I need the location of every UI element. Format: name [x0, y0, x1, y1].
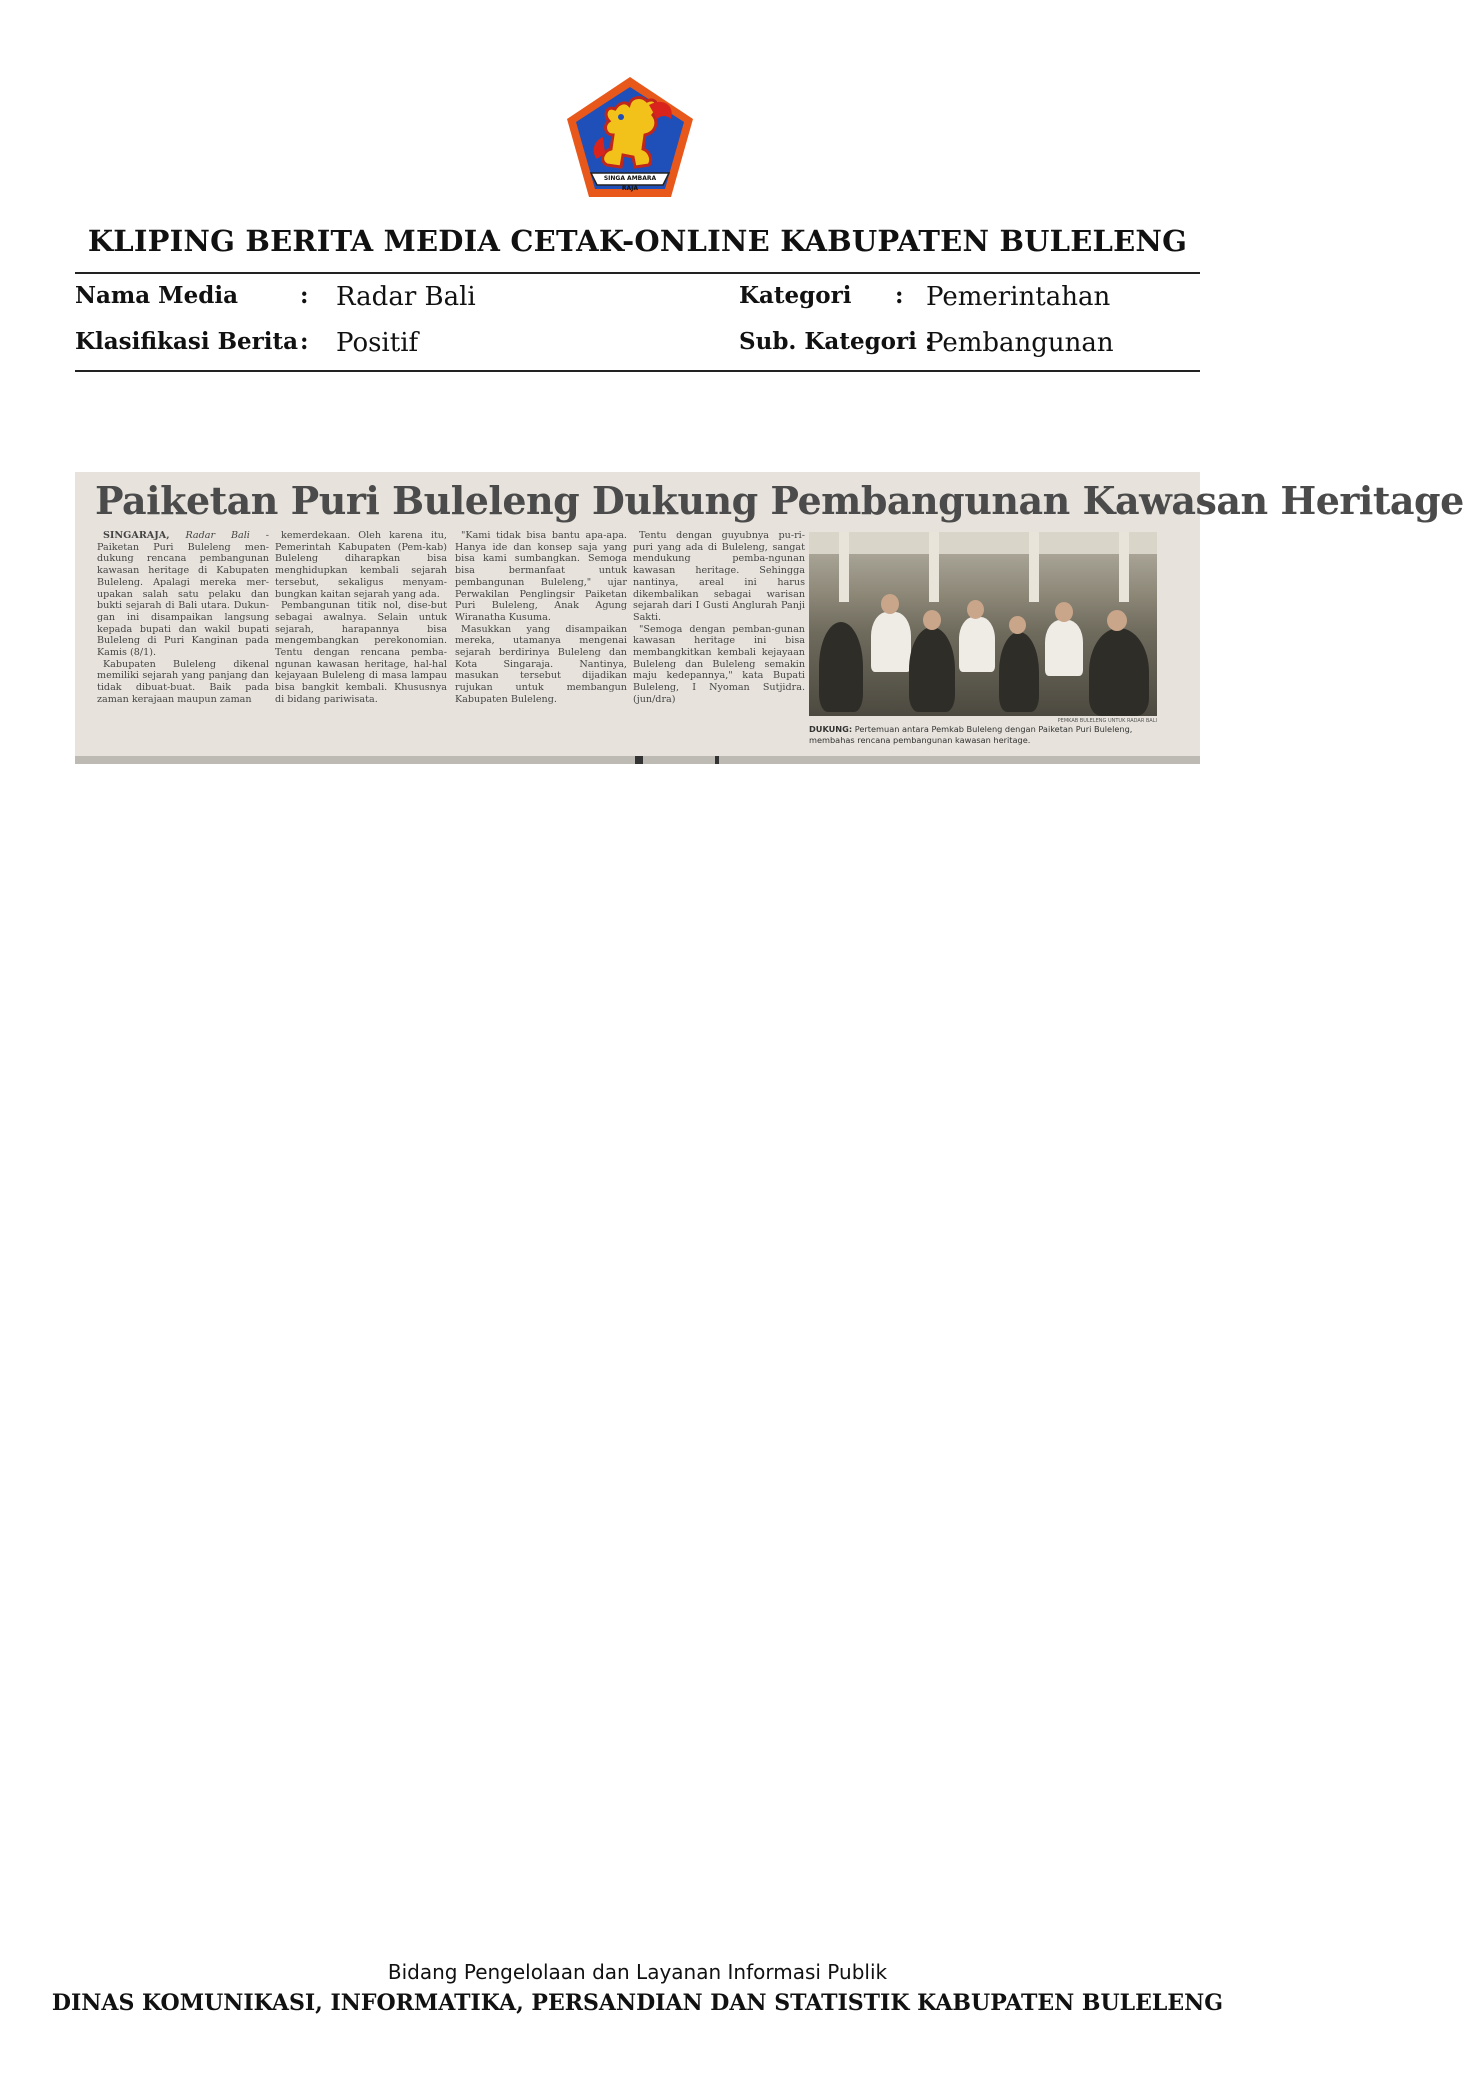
document-title: KLIPING BERITA MEDIA CETAK-ONLINE KABUPATEN BULELENG — [87, 224, 1188, 258]
category-value: Pemerintahan — [926, 282, 1111, 312]
caption-lead: DUKUNG: — [809, 724, 853, 734]
column-2-paragraph-1: kemerdekaan. Oleh karena itu, Pemerintah Kabupaten (Pem-kab) Buleleng diharapkan bisa menghidupkan kembali sejarah tersebut, sekaligus menyam-bungkan kaitan sejarah yang ada. — [275, 530, 447, 600]
media-value: Radar Bali — [336, 282, 476, 312]
header-top-rule — [75, 272, 1200, 274]
photo-caption — [809, 724, 1169, 745]
column-3-paragraph-1: "Kami tidak bisa bantu apa-apa. Hanya ide dan konsep saja yang bisa kami sumbangkan. Semoga bisa bermanfaat untuk pembangunan Buleleng," ujar Perwakilan Penglingsir Paiketan Puri Buleleng, Anak Agung Wiranatha Kusuma. — [455, 530, 627, 623]
news-clipping — [75, 472, 1464, 764]
category-label: Kategori — [739, 282, 852, 309]
classification-label: Klasifikasi Berita — [75, 328, 299, 355]
article-column-2 — [275, 530, 447, 754]
column-1-paragraph-1: - Paiketan Puri Buleleng men-dukung rencana pembangunan kawasan heritage di Kabupaten Buleleng. Apalagi mereka mer-upakan salah satu pelaku dan bukti sejarah di Bali utara. Dukun-gan ini disampaikan langsung kepada bupati dan wakil bupati Buleleng di Puri Kanginan pada Kamis (8/1). — [97, 530, 269, 659]
subcategory-label: Sub. Kategori : — [739, 328, 934, 355]
media-colon: : — [300, 282, 309, 309]
clipping-bottom-edge — [75, 756, 1200, 764]
column-1-paragraph-2: Kabupaten Buleleng dikenal memiliki sejarah yang panjang dan tidak dibuat-buat. Baik pada zaman kerajaan maupun zaman — [97, 658, 269, 705]
caption-text: Pertemuan antara Pemkab Buleleng dengan Paiketan Puri Buleleng, membahas rencana pembangunan kawasan heritage. — [809, 724, 1133, 745]
classification-value: Positif — [336, 328, 419, 358]
article-column-1 — [97, 530, 269, 754]
footer-subtitle: Bidang Pengelolaan dan Layanan Informasi Publik — [387, 1960, 888, 1984]
column-4-paragraph-1: Tentu dengan guyubnya pu-ri-puri yang ada di Buleleng, sangat mendukung pemba-ngunan kawasan heritage. Sehingga nantinya, areal ini harus dikembalikan sebagai warisan sejarah dari I Gusti Anglurah Panji Sakti. — [633, 530, 805, 623]
article-column-3 — [455, 530, 627, 754]
classification-colon: : — [300, 328, 309, 355]
article-column-4 — [633, 530, 805, 754]
column-3-paragraph-2: Masukkan yang disampaikan mereka, utamanya mengenai sejarah berdirinya Buleleng dan Kota Singaraja. Nantinya, masukan tersebut dijadikan rujukan untuk membangun Kabupaten Buleleng. — [455, 623, 627, 705]
article-headline: Paiketan Puri Buleleng Dukung Pembangunan Kawasan Heritage — [95, 478, 1464, 523]
photo-credit: PEMKAB BULELENG UNTUK RADAR BALI — [1057, 718, 1157, 724]
article-source: Radar Bali — [185, 530, 250, 541]
logo-motto: SINGA AMBARA RAJA — [603, 175, 657, 192]
header-bottom-rule — [75, 370, 1200, 372]
singa-ambara-raja-crest-icon — [563, 75, 697, 201]
category-colon: : — [895, 282, 904, 309]
column-2-paragraph-2: Pembangunan titik nol, dise-but sebagai awalnya. Selain untuk sejarah, harapannya bisa mengembangkan perekonomian. Tentu dengan rencana pemba-ngunan kawasan heritage, hal-hal kejayaan Buleleng di masa lampau bisa bangkit kembali. Khususnya di bidang pariwisata. — [275, 600, 447, 705]
article-dateline: SINGARAJA, — [103, 530, 170, 541]
column-4-paragraph-2: "Semoga dengan pemban-gunan kawasan heritage ini bisa membangkitkan kembali kejayaan Buleleng dan Buleleng semakin maju kedepannya," kata Bupati Buleleng, I Nyoman Sutjidra. (jun/dra) — [633, 623, 805, 705]
footer-organization: DINAS KOMUNIKASI, INFORMATIKA, PERSANDIAN DAN STATISTIK KABUPATEN BULELENG — [51, 1990, 1224, 2016]
article-photo — [809, 532, 1157, 716]
subcategory-value: Pembangunan — [926, 328, 1114, 358]
media-label: Nama Media — [75, 282, 238, 309]
